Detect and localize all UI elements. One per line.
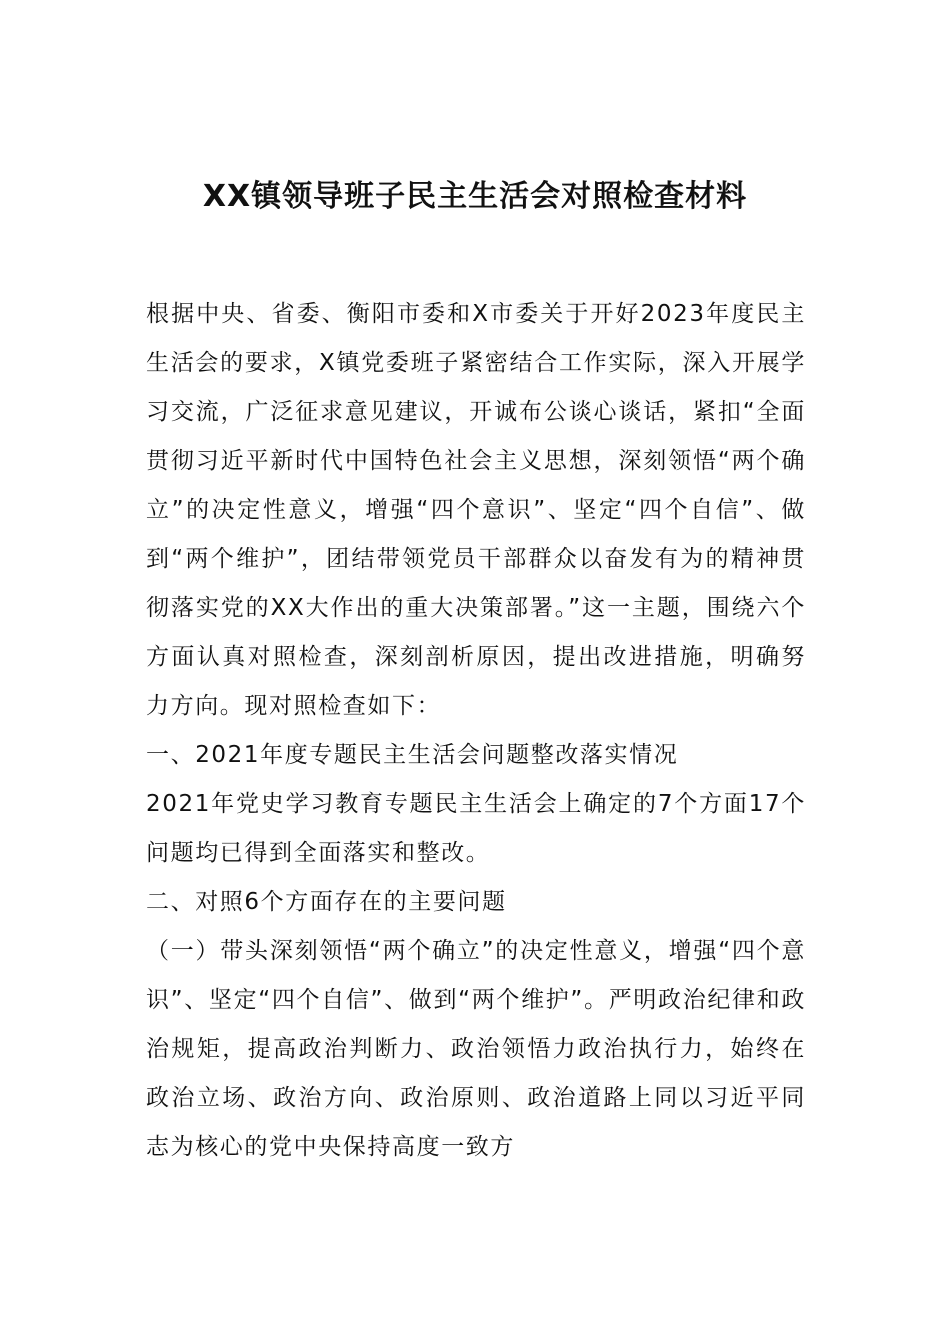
document-title: XX镇领导班子民主生活会对照检查材料 — [202, 179, 748, 215]
section-2-heading: 二、对照6个方面存在的主要问题 — [146, 889, 507, 915]
intro-paragraph: 根据中央、省委、衡阳市委和X市委关于开好2023年度民主生活会的要求，X镇党委班子紧密结合工作实际，深入开展学习交流，广泛征求意见建议，开诚布公谈心谈话，紧扣“全面贯彻习近平新时代中国特色社会主义思想，深刻领悟“两个确立”的决定性意义，增强“四个意识”、坚定“四个自信”、做到“两个维护”，团结带领党员干部群众以奋发有为的精神贯彻落实党的XX大作出的重大决策部署。”这一主题，围绕六个方面认真对照检查，深刻剖析原因，提出改进措施，明确努力方向。现对照检查如下： — [146, 301, 806, 719]
subsection-1-paragraph: （一）带头深刻领悟“两个确立”的决定性意义，增强“四个意识”、坚定“四个自信”、做到“两个维护”。严明政治纪律和政治规矩，提高政治判断力、政治领悟力政治执行力，始终在政治立场、政治方向、政治原则、政治道路上同以习近平同志为核心的党中央保持高度一致方 — [146, 938, 806, 1160]
section-1-paragraph: 2021年党史学习教育专题民主生活会上确定的7个方面17个问题均已得到全面落实和整改。 — [146, 791, 806, 866]
section-1-heading: 一、2021年度专题民主生活会问题整改落实情况 — [146, 742, 679, 768]
document-body — [146, 290, 806, 1172]
